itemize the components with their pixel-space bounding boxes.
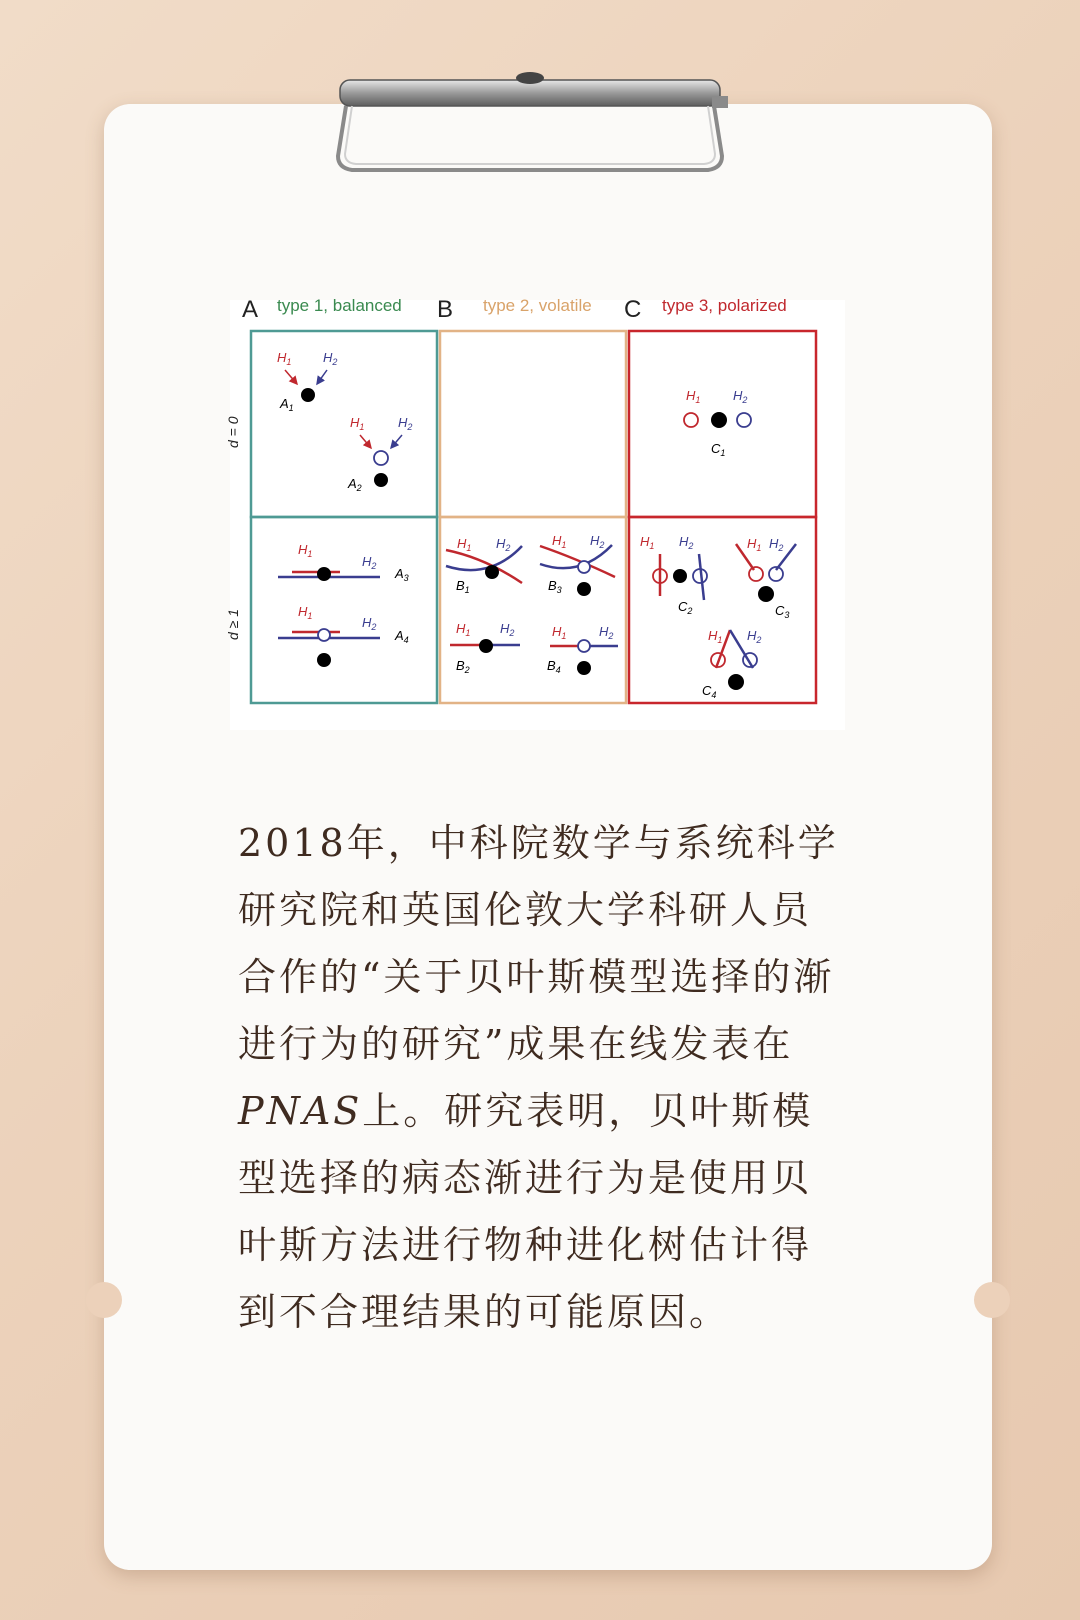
svg-text:H2: $H_2$	[747, 628, 762, 645]
svg-text:B4: $B_4$	[547, 658, 561, 675]
board-notch-right	[974, 1282, 1010, 1318]
svg-text:B1: $B_1$	[456, 578, 470, 595]
diagram-a4	[278, 604, 409, 667]
panel-title-c: type 3, polarized	[662, 296, 787, 315]
row-label-d1: d ≥ 1	[225, 608, 241, 640]
svg-text:C3: $C_3$	[775, 603, 790, 620]
svg-text:H2: $H_2$	[679, 534, 694, 551]
svg-text:A4: $A_4$	[395, 628, 409, 645]
svg-text:C2: $C_2$	[678, 599, 693, 616]
svg-text:H1: $H_1$	[552, 533, 567, 550]
svg-text:H2: $H_2$	[733, 388, 748, 405]
svg-text:H1: $H_1$	[298, 542, 313, 559]
svg-text:H2: $H_2$	[362, 554, 377, 571]
svg-text:H1: $H_1$	[640, 534, 655, 551]
panel-letter-b: B	[437, 296, 454, 323]
diagram-c1	[684, 388, 751, 458]
svg-text:A2: $A_2$	[348, 476, 362, 493]
svg-text:A1: $A_1$	[280, 396, 294, 413]
diagram-b3	[540, 533, 615, 596]
diagram-c2	[640, 534, 707, 616]
svg-text:B3: $B_3$	[548, 578, 562, 595]
svg-text:H1: $H_1$	[686, 388, 701, 405]
svg-text:H1: $H_1$	[552, 624, 567, 641]
row-label-d0: d = 0	[225, 416, 241, 448]
diagram-c4	[702, 628, 761, 700]
panel-b-top	[440, 331, 626, 517]
svg-text:H1: $H_1$	[457, 536, 472, 553]
diagram-a3	[278, 542, 409, 583]
paragraph-part-1: 2018年，中科院数学与系统科学研究院和英国伦敦大学科研人员合作的“关于贝叶斯模型选择的渐进行为的研究”成果在线发表在	[238, 821, 839, 1066]
panel-letter-a: A	[242, 296, 259, 323]
svg-text:H1: $H_1$	[350, 415, 365, 432]
metal-clip-icon	[332, 66, 742, 186]
svg-text:C1: $C_1$	[711, 441, 726, 458]
diagram-a2	[347, 415, 412, 493]
panel-letter-c: C	[624, 296, 642, 323]
svg-text:H2: $H_2$	[362, 615, 377, 632]
svg-text:H1: $H_1$	[298, 604, 313, 621]
svg-text:H2: $H_2$	[769, 536, 784, 553]
svg-text:H2: $H_2$	[496, 536, 511, 553]
svg-text:C4: $C_4$	[702, 683, 717, 700]
board-notch-left	[86, 1282, 122, 1318]
svg-text:B2: $B_2$	[456, 658, 470, 675]
diagram-b2	[450, 621, 520, 675]
svg-text:H1: $H_1$	[708, 628, 723, 645]
figure-panel	[225, 296, 845, 730]
svg-text:H1: $H_1$	[747, 536, 762, 553]
diagram-b1	[446, 536, 522, 595]
paragraph-part-2: 上。研究表明，贝叶斯模型选择的病态渐进行为是使用贝叶斯方法进行物种进化树估计得到不合理结果的可能原因。	[238, 1089, 814, 1334]
panel-a-bottom	[251, 517, 437, 703]
svg-text:A3: $A_3$	[395, 566, 409, 583]
panel-title-a: type 1, balanced	[277, 296, 402, 315]
panel-title-b: type 2, volatile	[483, 296, 592, 315]
svg-text:H2: $H_2$	[590, 533, 605, 550]
svg-text:H1: $H_1$	[456, 621, 471, 638]
svg-text:H1: $H_1$	[277, 350, 292, 367]
diagram-a1	[277, 350, 337, 413]
journal-name: PNAS	[238, 1089, 363, 1133]
diagram-c3	[736, 536, 796, 620]
svg-text:H2: $H_2$	[599, 624, 614, 641]
diagram-b4	[547, 624, 618, 675]
svg-text:H2: $H_2$	[500, 621, 515, 638]
svg-text:H2: $H_2$	[323, 350, 338, 367]
body-paragraph	[238, 810, 848, 1346]
svg-text:H2: $H_2$	[398, 415, 413, 432]
